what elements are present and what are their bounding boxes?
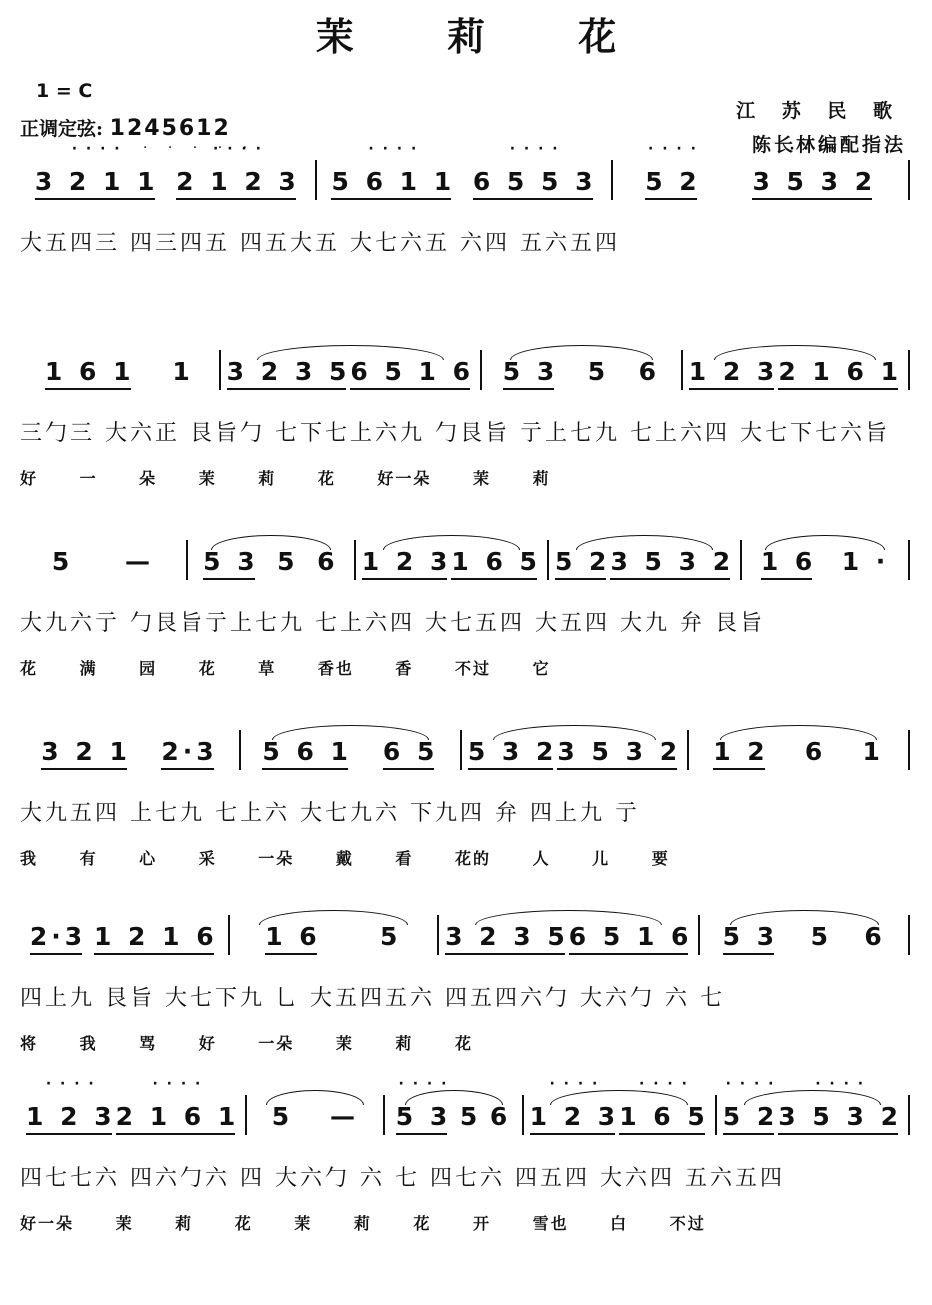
jianpu-notes-row: [20, 540, 910, 580]
slur: [383, 535, 521, 550]
slur: [714, 345, 876, 360]
note-group: 5: [277, 547, 299, 576]
note-group: · · · · 5 2: [645, 167, 701, 200]
note-group: 1 2 1 6: [94, 922, 218, 955]
tuning-low-dots: · · · · ·: [143, 140, 256, 156]
barline: [908, 915, 910, 955]
note-group: 5: [380, 922, 402, 951]
note-group: 5 2: [555, 547, 611, 580]
measure: [20, 1102, 245, 1135]
tuning-line: [20, 114, 231, 141]
measure: [742, 547, 908, 580]
guqin-tablature-row: 四七七六 四六勹六 四 大六勹 六 七 四七六 四五四 大六四 五六五四: [20, 1166, 785, 1191]
note-group: —: [125, 547, 154, 576]
jianpu-notes-row: [20, 915, 910, 955]
measure: [683, 357, 908, 390]
barline: [908, 160, 910, 200]
note-group: · · · · 1 2 3: [26, 1102, 116, 1135]
jianpu-notes-row: [20, 350, 910, 390]
note-group: · · · · 3 2 1 1: [35, 167, 159, 200]
measure: [20, 357, 219, 390]
note-group: 1 2 3: [689, 357, 779, 390]
measure: [524, 1102, 715, 1135]
note-group: 6: [864, 922, 886, 951]
slur: [576, 535, 714, 550]
note-group: 1 2: [713, 737, 769, 770]
slur: [744, 1090, 882, 1105]
measure: [247, 1102, 383, 1135]
slur: [259, 910, 408, 925]
slur: [266, 1090, 364, 1105]
note-group: 5 3: [503, 357, 559, 390]
guqin-tablature-row: 三勹三 大六正 艮旨勹 七下七上六九 勹艮旨 亍上七九 七上六四 大七下七六旨: [20, 421, 890, 446]
slur: [257, 345, 444, 360]
note-group: 6: [804, 737, 827, 766]
note-group: 5 3 2: [468, 737, 558, 770]
note-group: · · · · 2 1 2 3: [176, 167, 300, 200]
note-group: 1: [862, 737, 884, 766]
note-group: 2·3: [161, 737, 217, 770]
arranger-credit: 陈长林编配指法: [751, 134, 906, 156]
note-group: · · · · 3 5 3 2: [752, 167, 876, 200]
slur: [272, 725, 430, 740]
note-group: 6 5: [383, 737, 439, 770]
note-group: 1 6: [265, 922, 321, 955]
note-group: —: [330, 1102, 360, 1131]
note-group: 1 6: [761, 547, 817, 580]
measure: [20, 737, 239, 770]
lyrics-row: 花 满 园 花 草 香也 香 不过 它: [20, 659, 551, 678]
note-group: · · · · 1 2 3: [530, 1102, 620, 1135]
note-group: 5: [271, 1102, 294, 1131]
note-group: 1 ·: [841, 547, 890, 576]
jianpu-notes-row: [20, 1095, 910, 1135]
guqin-tablature-row: 四上九 艮旨 大七下九 乚 大五四五六 四五四六勹 大六勹 六 七: [20, 986, 725, 1011]
note-group: 5 3: [203, 547, 259, 580]
measure: [700, 922, 908, 955]
note-group: 3 5 3 2: [557, 737, 681, 770]
measure: [689, 737, 908, 770]
note-group: 3 2 1: [41, 737, 131, 770]
measure: [549, 547, 740, 580]
measure: [20, 547, 186, 580]
note-group: 5 6 1: [262, 737, 352, 770]
note-group: 2·3: [30, 922, 86, 955]
measure: [241, 737, 460, 770]
measure: [356, 547, 547, 580]
tuning-label: 正调定弦:: [20, 118, 104, 140]
note-group: · · · · 5 2: [723, 1102, 779, 1135]
key-signature: 1 = C: [36, 80, 93, 102]
guqin-tablature-row: 大九六亍 勹艮旨亍上七九 七上六四 大七五四 大五四 大九 弁 艮旨: [20, 611, 765, 636]
measure: [20, 922, 228, 955]
note-group: 5: [810, 922, 832, 951]
note-group: 6 5 1 6: [350, 357, 474, 390]
note-group: 5: [459, 1102, 482, 1131]
note-group: 5 3: [723, 922, 779, 955]
measure: [717, 1102, 908, 1135]
measure: [482, 357, 681, 390]
note-group: 1 2 3: [362, 547, 452, 580]
tuning-notes: 1245612: [109, 116, 231, 141]
note-group: 5: [51, 547, 74, 576]
slur: [730, 910, 879, 925]
barline: [908, 540, 910, 580]
note-group: 1: [172, 357, 194, 386]
slur: [765, 535, 884, 550]
measure: [439, 922, 698, 955]
note-group: 6: [317, 547, 339, 576]
note-group: 6: [638, 357, 660, 386]
note-group: 1 6 5: [451, 547, 541, 580]
slur: [510, 345, 653, 360]
measure: [462, 737, 687, 770]
note-group: · · · · 1 6 5: [619, 1102, 709, 1135]
source-credit: 江 苏 民 歌: [736, 100, 902, 122]
lyrics-row: 将 我 骂 好 一朵 茉 莉 花: [20, 1034, 473, 1053]
measure: [317, 167, 612, 200]
measure: [613, 167, 908, 200]
note-group: 3 2 3 5: [227, 357, 351, 390]
slur: [493, 725, 655, 740]
note-group: 3 2 3 5: [445, 922, 569, 955]
lyrics-row: 好一朵 茉 莉 花 茉 莉 花 开 雪也 白 不过: [20, 1214, 706, 1233]
note-group: 1 6 1: [45, 357, 135, 390]
measure: [385, 1102, 521, 1135]
note-group: · · · · 6 5 5 3: [473, 167, 597, 200]
guqin-tablature-row: 大五四三 四三四五 四五大五 大七六五 六四 五六五四: [20, 231, 620, 256]
barline: [908, 1095, 910, 1135]
jianpu-notes-row: [20, 160, 910, 200]
slur: [550, 1090, 688, 1105]
slur: [211, 535, 330, 550]
measure: [188, 547, 354, 580]
jianpu-notes-row: [20, 730, 910, 770]
slur: [720, 725, 878, 740]
measure: [20, 167, 315, 200]
note-group: · · · · 5 3: [396, 1102, 452, 1135]
note-group: · · · · 2 1 6 1: [116, 1102, 240, 1135]
note-group: 3 5 3 2: [610, 547, 734, 580]
note-group: · · · · 5 6 1 1: [331, 167, 455, 200]
lyrics-row: 好 一 朵 茉 莉 花 好一朵 茉 莉: [20, 469, 551, 488]
note-group: · · · · 3 5 3 2: [778, 1102, 902, 1135]
lyrics-row: 我 有 心 采 一朵 戴 看 花的 人 儿 要: [20, 849, 670, 868]
note-group: 5: [587, 357, 610, 386]
measure: [230, 922, 438, 955]
note-group: 6 5 1 6: [569, 922, 693, 955]
barline: [908, 350, 910, 390]
measure: [221, 357, 480, 390]
guqin-tablature-row: 大九五四 上七九 七上六 大七九六 下九四 弁 四上九 亍: [20, 801, 640, 826]
slur: [405, 1090, 503, 1105]
note-group: 2 1 6 1: [778, 357, 902, 390]
barline: [908, 730, 910, 770]
page-title: 茉 莉 花: [315, 14, 657, 59]
slur: [475, 910, 662, 925]
note-group: 6: [489, 1102, 512, 1131]
